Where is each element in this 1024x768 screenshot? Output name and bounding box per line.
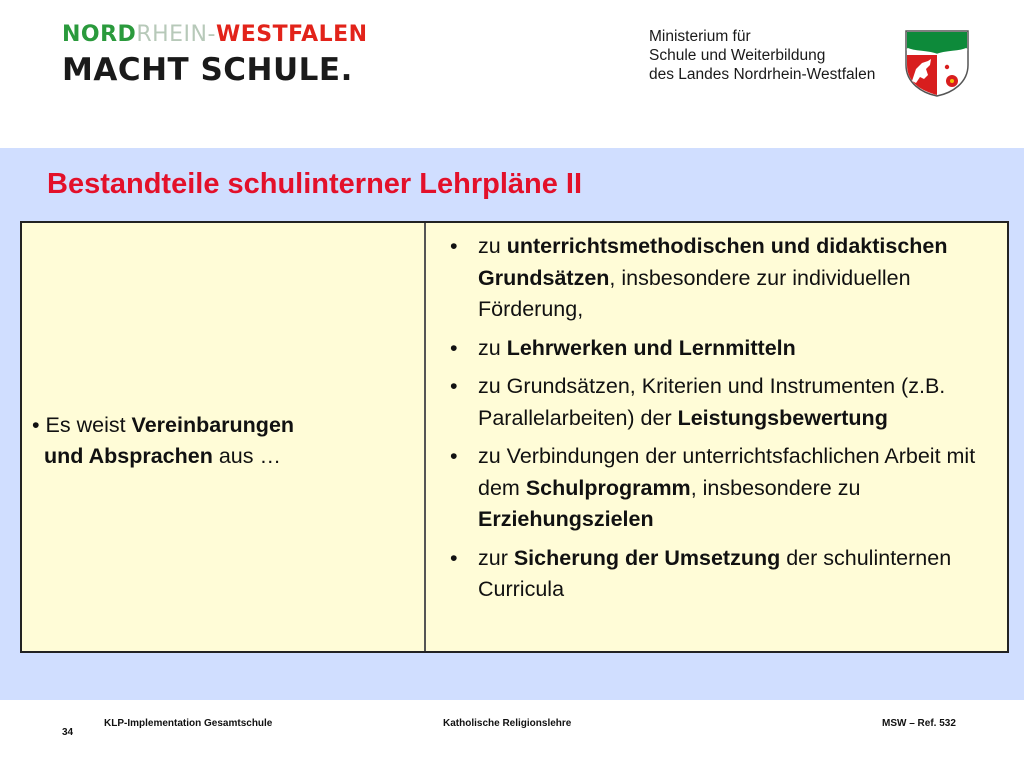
item-bold: Lehrwerken und Lernmitteln — [506, 335, 796, 360]
footer-right: MSW – Ref. 532 — [882, 718, 956, 729]
ministry-line: Ministerium für — [649, 28, 751, 45]
list-item — [446, 371, 1006, 434]
ministry-name — [649, 27, 889, 84]
item-bold: unterrichtsmethodischen und didaktischen Grundsätzen — [478, 234, 948, 290]
bullet-list — [446, 231, 1006, 613]
bullet: • — [450, 444, 458, 468]
slide-title: Bestandteile schulinterner Lehrpläne II — [47, 168, 583, 200]
item-text: zu Verbindungen der unterrichtsfachlichen Arbeit mit dem — [478, 444, 976, 500]
item-bold: Sicherung der Umsetzung — [513, 545, 781, 570]
item-bold: Erziehungszielen — [478, 507, 654, 531]
list-item — [446, 441, 1006, 536]
left-text-bold-2: und Absprachen — [44, 444, 213, 468]
footer-left: KLP-Implementation Gesamtschule — [104, 718, 273, 729]
content-table — [20, 221, 1009, 653]
nrw-coat-of-arms-icon — [904, 29, 970, 97]
logo-line-1 — [62, 22, 368, 47]
nrw-macht-schule-logo — [62, 22, 368, 88]
bullet: • — [450, 374, 458, 398]
item-text: zur — [478, 545, 514, 570]
item-text: zu — [478, 335, 507, 360]
table-cell-left — [22, 223, 424, 651]
page-number: 34 — [62, 727, 74, 738]
left-text-bold: Vereinbarungen — [131, 413, 295, 437]
bullet: • — [450, 234, 458, 258]
footer — [0, 700, 1024, 768]
logo-part-westfalen: WESTFALEN — [215, 22, 368, 47]
left-text-suffix: aus … — [212, 444, 281, 468]
left-cell-text — [32, 410, 294, 472]
bullet: • — [32, 413, 40, 437]
list-item — [446, 333, 1006, 365]
item-bold: Leistungsbewertung — [677, 405, 888, 430]
left-text-prefix: Es weist — [45, 413, 132, 437]
item-text: zu — [478, 234, 507, 258]
logo-part-nord: NORD — [62, 22, 137, 47]
list-item — [446, 231, 1006, 326]
bullet: • — [450, 335, 458, 360]
logo-part-rhein: RHEIN- — [136, 22, 216, 47]
table-cell-right — [426, 223, 1007, 651]
item-bold: Schulprogramm — [525, 475, 691, 500]
logo-line-2: MACHT SCHULE. — [62, 52, 353, 88]
list-item — [446, 543, 1006, 606]
ministry-line: Schule und Weiterbildung — [649, 47, 826, 64]
item-text: , insbesondere zu — [690, 475, 861, 500]
ministry-line: des Landes Nordrhein-Westfalen — [649, 66, 876, 83]
item-text: zu Grundsätzen, Kriterien und Instrumenten (z.B. Parallelarbeiten) der — [478, 374, 946, 430]
bullet: • — [450, 545, 458, 570]
item-text: der schulinternen Curricula — [478, 545, 952, 601]
item-text: , insbesondere zur individuellen Förderung, — [478, 265, 911, 321]
footer-center: Katholische Religionslehre — [443, 718, 572, 729]
